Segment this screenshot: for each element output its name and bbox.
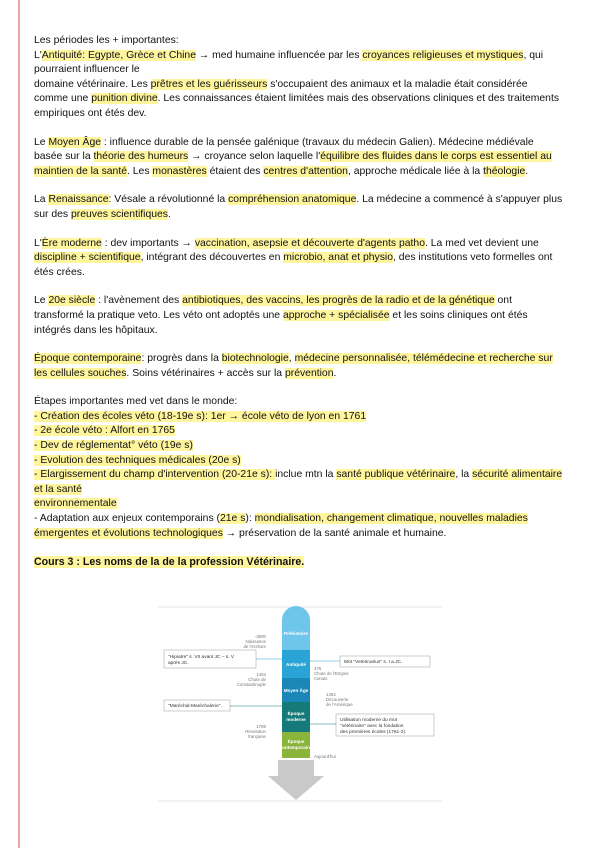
highlight: punition divine: [91, 93, 158, 105]
paragraph-ere-moderne: [34, 237, 564, 281]
text: , la: [455, 469, 473, 481]
highlight: microbio, anat et physio: [283, 252, 394, 264]
date-year: 1492: [326, 692, 336, 697]
date-label: Chute de l'Empire: [314, 671, 349, 676]
highlight: prêtres et les guérisseurs: [150, 78, 268, 90]
text: .: [168, 208, 171, 220]
box-text: des premières écoles (1761-2): [340, 730, 406, 735]
segment-label: contemporaine: [279, 745, 313, 750]
date-label: Naissance: [245, 639, 266, 644]
text: L': [34, 49, 42, 61]
highlight: équilibre des fluides dans le corps est essentiel au maintien de la santé: [34, 151, 552, 177]
text: → préservation de la santé animale et humaine.: [222, 527, 447, 539]
highlight: biotechnologie: [221, 353, 289, 365]
highlight: 20e siècle: [48, 295, 96, 307]
segment-label: Époque: [287, 739, 305, 744]
date-year: 1789: [256, 724, 266, 729]
course-title: [34, 555, 564, 570]
text: .: [525, 165, 529, 177]
segment-label: Antiquité: [286, 662, 306, 667]
segment-label: Moyen Âge: [283, 688, 309, 693]
text: ,: [288, 353, 295, 365]
timeline-figure: [158, 606, 442, 802]
list-item: - Elargissement du champ d'intervention (20-21e s):: [34, 469, 276, 481]
list-item: - Création des écoles véto (18-19e s): 1er → école véto de lyon en 1761: [34, 410, 367, 422]
text: inclue mtn la: [275, 469, 337, 481]
box-text: après JC.: [168, 661, 189, 666]
box-text: Utilisation moderne du mot: [340, 718, 398, 723]
segment-label: Préhistoire: [284, 631, 308, 636]
list-item: - Evolution des techniques médicales (20e s): [34, 454, 241, 466]
highlight: Moyen Âge: [48, 136, 102, 148]
highlight: monastères: [152, 165, 207, 177]
paragraph-moyen-age: [34, 136, 564, 180]
text: La: [34, 194, 49, 206]
text: .: [333, 367, 337, 379]
highlight: preuves scientifiques: [70, 208, 169, 220]
highlight: médecine personnalisée, télémédecine et recherche sur les cellules souches: [34, 353, 553, 379]
text: L': [34, 237, 42, 249]
highlight: théorie des humeurs: [93, 151, 189, 163]
highlight: centres d'attention: [263, 165, 348, 177]
highlight: environnementale: [34, 498, 117, 510]
highlight: vaccination, asepsie et découverte d'agents patho: [194, 237, 425, 249]
highlight: 21e s: [220, 513, 246, 525]
paragraph-contemporaine: [34, 352, 564, 381]
text: . La med vet devient une: [425, 237, 539, 249]
section-intro: Les périodes les + importantes:: [34, 35, 179, 46]
segment-prehistoire: [282, 606, 310, 650]
list-etapes: [34, 395, 564, 541]
paragraph-periods: [34, 34, 564, 122]
box-text: "Maréchal-Maréchalerie".: [168, 704, 222, 709]
highlight: Renaissance: [48, 194, 109, 206]
text: , approche médicale liée à la: [347, 165, 484, 177]
date-label: de l'écriture: [243, 644, 266, 649]
highlight: Époque contemporaine: [34, 353, 142, 365]
document-page: [34, 34, 564, 578]
text: s'occupaient des animaux et la maladie était considérée comme une: [34, 78, 528, 105]
text: : Vésale a révolutionné la: [108, 194, 229, 206]
highlight: sécurité alimentaire et la santé: [34, 469, 563, 495]
highlight: croyances religieuses et mystiques: [362, 49, 524, 61]
text: Le: [34, 136, 49, 148]
text: , qui pourraient influencer le: [34, 49, 544, 76]
highlight: Antiquité: Egypte, Grèce et Chine: [41, 49, 196, 61]
text: , intégrant des découvertes en: [140, 252, 284, 264]
paragraph-20e-siecle: [34, 294, 564, 338]
list-item: - Dev de réglementat° véto (19e s): [34, 440, 193, 452]
segment-label: moderne: [286, 717, 306, 722]
page-margin-line: [18, 0, 20, 848]
highlight: prévention: [284, 367, 334, 379]
highlight: approche + spécialisée: [282, 309, 390, 321]
text: : influence durable de la pensée galénique (travaux du médecin Galien). Médecine médiévale basée sur la: [34, 136, 534, 163]
date-label: Constantinople: [236, 682, 266, 687]
paragraph-renaissance: [34, 193, 564, 222]
highlight: discipline + scientifique: [34, 252, 141, 264]
date-label: française: [248, 734, 266, 739]
highlight: santé publique vétérinaire: [336, 469, 456, 481]
text: , des institutions veto formelles ont étés crées.: [34, 252, 553, 278]
text: . Les: [127, 165, 153, 177]
highlight: théologie: [483, 165, 526, 177]
text: Le: [34, 295, 49, 307]
text: et les soins cliniques ont étés intégrés dans les hôpitaux.: [34, 309, 528, 336]
text: ont transformé la pratique veto. Les véto ont adoptés une: [34, 295, 512, 321]
text: ):: [245, 513, 255, 525]
text: étaient des: [206, 165, 264, 177]
date-label: Découverte: [326, 697, 349, 702]
text: : dev importants →: [101, 237, 195, 249]
list-item: - Adaptation aux enjeux contemporains (: [34, 513, 220, 525]
list-title: Étapes importantes med vet dans le monde:: [34, 396, 238, 408]
highlight: Ère moderne: [41, 237, 102, 249]
date-year: -3500: [254, 634, 266, 639]
date-label: Chute de: [248, 677, 266, 682]
date-year: 1453: [256, 672, 266, 677]
date-label: romain: [314, 676, 328, 681]
date-label: Aujourd'hui: [314, 754, 336, 759]
highlight: mondialisation, changement climatique, nouvelles maladies émergentes et évolutions technologiques: [34, 513, 528, 539]
box-text: "vétérinaire" avec la fondation: [340, 724, 404, 729]
box-text: Mot "Veterinarius" s. I a.JC.: [344, 660, 403, 665]
course-title-text: Cours 3 : Les noms de la de la profession Vétérinaire.: [34, 556, 305, 569]
text: : l'avènement des: [95, 295, 183, 307]
text: . Soins vétérinaires + accès sur la: [126, 367, 285, 379]
text: : progrès dans la: [141, 353, 222, 365]
text: . La médecine a commencé à s'appuyer plus sur des: [34, 194, 563, 220]
box-text: "Hipiatre" s. VII avant JC – s. V: [168, 655, 235, 660]
date-year: 476: [314, 666, 322, 671]
date-label: de l'Amérique: [326, 702, 353, 707]
timeline-svg: [158, 606, 442, 802]
text: → med humaine influencée par les: [195, 49, 363, 61]
highlight: antibiotiques, des vaccins, les progrès de la radio et de la génétique: [182, 295, 495, 307]
text: . Les connaissances étaient limitées mais des observations cliniques et des traitements empiriques ont étés dev.: [34, 93, 560, 119]
text: domaine vétérinaire. Les: [34, 78, 151, 90]
segment-label: Époque: [287, 711, 305, 716]
text: → croyance selon laquelle l': [188, 151, 321, 163]
highlight: compréhension anatomique: [228, 194, 357, 206]
date-label: Révolution: [245, 729, 266, 734]
list-item: - 2e école véto : Alfort en 1765: [34, 425, 175, 437]
